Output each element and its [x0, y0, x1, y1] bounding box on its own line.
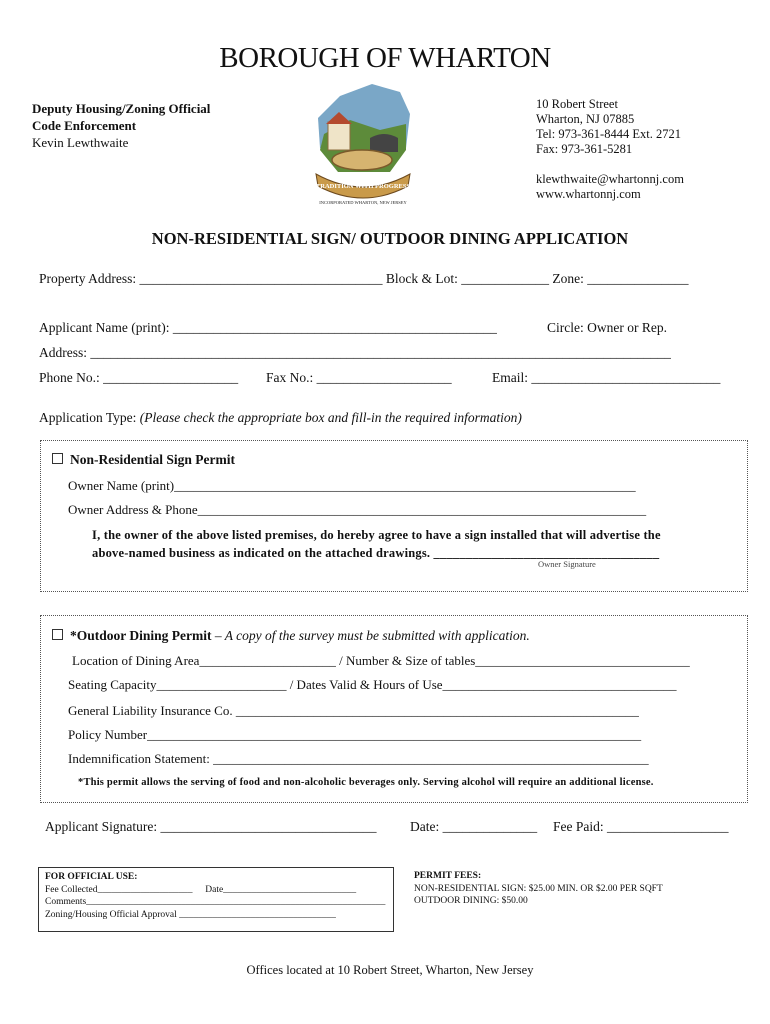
- sign-permit-checkbox[interactable]: [52, 453, 63, 464]
- application-type-label: Application Type:: [39, 410, 140, 425]
- applicant-name-line[interactable]: Applicant Name (print): ________________________________________________: [39, 320, 497, 335]
- comments-line[interactable]: Comments_______________________________________________________________: [45, 897, 386, 907]
- city-address: Wharton, NJ 07885: [536, 112, 635, 126]
- email-line[interactable]: Email: ____________________________: [492, 370, 721, 385]
- dining-fee: OUTDOOR DINING: $50.00: [414, 896, 528, 906]
- dining-permit-label: *Outdoor Dining Permit: [70, 628, 212, 643]
- telephone: Tel: 973-361-8444 Ext. 2721: [536, 127, 681, 141]
- website: www.whartonnj.com: [536, 187, 641, 201]
- indemnification-line[interactable]: Indemnification Statement: ___________________________________________________________________: [68, 751, 649, 766]
- owner-address-line[interactable]: Owner Address & Phone_____________________________________________________________________: [68, 502, 647, 517]
- alcohol-note: *This permit allows the serving of food and non-alcoholic beverages only. Serving alcohol will require an additional license.: [78, 777, 654, 788]
- official-contact: [32, 100, 210, 151]
- owner-name-line[interactable]: Owner Name (print)_______________________________________________________________________: [68, 478, 636, 493]
- application-type-instruction: (Please check the appropriate box and fill-in the required information): [139, 410, 522, 425]
- dining-location-line[interactable]: Location of Dining Area_____________________ / Number & Size of tables_________________________________: [72, 653, 690, 668]
- applicant-signature-line[interactable]: Applicant Signature: ________________________________: [45, 819, 377, 834]
- property-address-line[interactable]: Property Address: ____________________________________ Block & Lot: _____________ Zone: _______________: [39, 271, 689, 286]
- official-approval-line[interactable]: Zoning/Housing Official Approval _________________________________: [45, 909, 336, 920]
- statement-line-1: I, the owner of the above listed premises, do hereby agree to have a sign installed that will advertise the: [92, 528, 661, 542]
- owner-agreement-statement: [92, 526, 661, 562]
- dining-permit-heading: [52, 628, 530, 644]
- street-address: 10 Robert Street: [536, 97, 618, 111]
- logo-caption-text: INCORPORATED WHARTON, NEW JERSEY: [319, 200, 407, 205]
- address-line[interactable]: Address: ______________________________________________________________________________________: [39, 345, 671, 360]
- dining-permit-checkbox[interactable]: [52, 629, 63, 640]
- application-title: NON-RESIDENTIAL SIGN/ OUTDOOR DINING APPLICATION: [151, 229, 629, 248]
- sign-fee: NON-RESIDENTIAL SIGN: $25.00 MIN. OR $2.00 PER SQFT: [414, 883, 663, 894]
- official-name: Kevin Lewthwaite: [32, 135, 129, 150]
- official-title: Deputy Housing/Zoning Official: [32, 101, 211, 116]
- seating-capacity-line[interactable]: Seating Capacity____________________ / Dates Valid & Hours of Use____________________________________: [68, 677, 677, 692]
- owner-signature-caption: Owner Signature: [538, 559, 596, 569]
- statement-line-2[interactable]: above-named business as indicated on the attached drawings. ___________________________________: [92, 546, 660, 560]
- application-type: [39, 410, 522, 426]
- owner-rep-circle[interactable]: Circle: Owner or Rep.: [547, 320, 667, 335]
- policy-number-line[interactable]: Policy Number____________________________________________________________________________: [68, 727, 642, 742]
- official-use-heading: FOR OFFICIAL USE:: [45, 872, 138, 882]
- sign-permit-heading: [52, 452, 235, 468]
- email-address: klewthwaite@whartonnj.com: [536, 172, 684, 186]
- fee-collected-line[interactable]: Fee Collected____________________: [45, 884, 193, 895]
- dining-permit-subheading: – A copy of the survey must be submitted with application.: [211, 628, 530, 643]
- office-contact: [536, 97, 684, 202]
- permit-fees: [414, 870, 663, 908]
- page-title: BOROUGH OF WHARTON: [219, 42, 551, 74]
- official-use-box: [38, 867, 394, 932]
- borough-seal-logo: [310, 78, 416, 210]
- date-line[interactable]: Date: ______________: [410, 819, 538, 834]
- sign-permit-label: Non-Residential Sign Permit: [70, 452, 235, 467]
- footer-office-location: Offices located at 10 Robert Street, Wharton, New Jersey: [246, 963, 534, 977]
- fax-line[interactable]: Fax No.: ____________________: [266, 370, 452, 385]
- fax-number: Fax: 973-361-5281: [536, 142, 633, 156]
- insurance-line[interactable]: General Liability Insurance Co. ______________________________________________________________: [68, 703, 639, 718]
- department: Code Enforcement: [32, 118, 137, 133]
- official-date-line[interactable]: Date____________________________: [205, 884, 357, 895]
- phone-line[interactable]: Phone No.: ____________________: [39, 370, 239, 385]
- fee-paid-line[interactable]: Fee Paid: __________________: [553, 819, 729, 834]
- logo-banner-text: TRADITION WITH PROGRESS: [315, 183, 411, 190]
- permit-fees-heading: PERMIT FEES:: [414, 871, 482, 881]
